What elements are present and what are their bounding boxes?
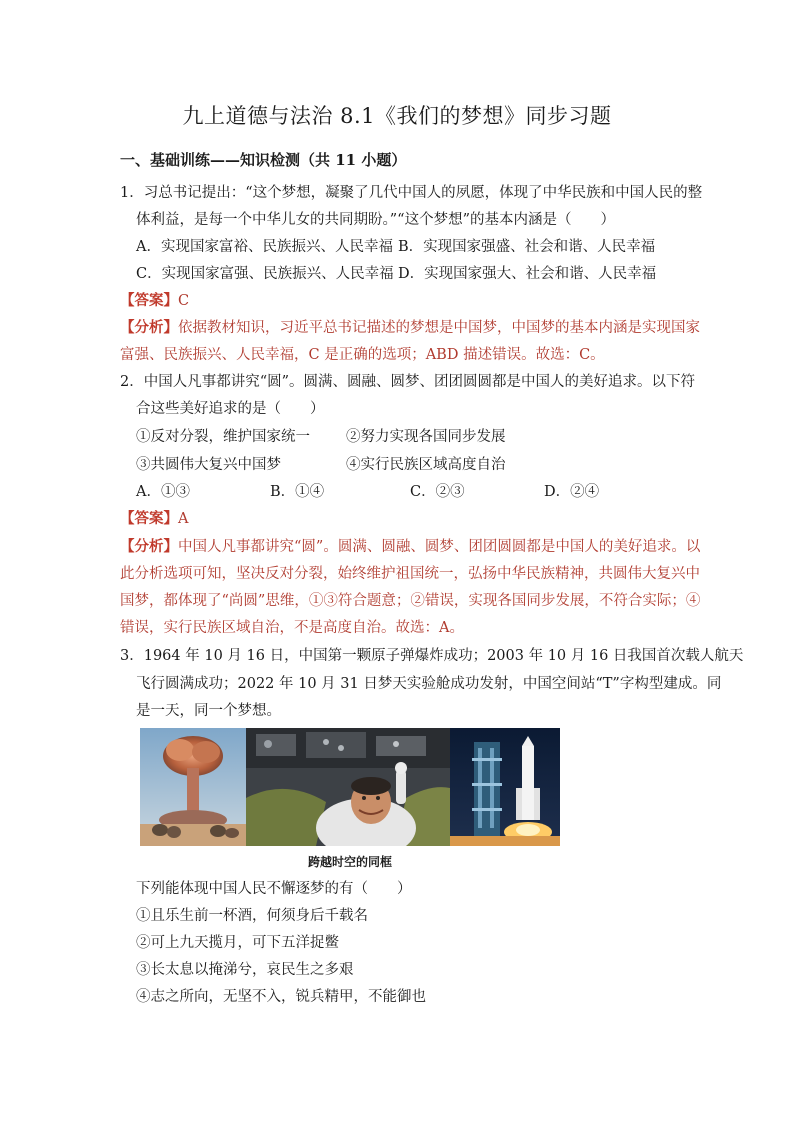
q2-option-a: A．①③: [136, 484, 190, 500]
analysis-tag: 【分析】: [120, 538, 178, 555]
page-title: 九上道德与法治 8.1《我们的梦想》同步习题: [182, 104, 612, 128]
answer-value: C: [178, 293, 190, 309]
analysis-text: 依据教材知识，习近平总书记描述的梦想是中国梦，中国梦的基本内涵是实现国家: [178, 320, 700, 336]
q3-prompt: 下列能体现中国人民不懈逐梦的有（ ）: [136, 881, 412, 897]
answer-tag: 【答案】: [120, 292, 178, 309]
q3-item-4: ④志之所向，无坚不入，锐兵精甲，不能御也: [136, 989, 426, 1005]
q2-item-4: ④实行民族区域高度自治: [346, 457, 506, 473]
q1-answer: [120, 291, 189, 311]
q1-option-b: B．实现国家强盛、社会和谐、人民幸福: [398, 239, 656, 255]
q1-stem-line2: 体利益，是每一个中华儿女的共同期盼。”“这个梦想”的基本内涵是（ ）: [136, 212, 615, 228]
q3-stem-line3: 是一天，同一个梦想。: [136, 703, 281, 719]
q2-item-3: ③共圆伟大复兴中国梦: [136, 457, 281, 473]
q2-item-2: ②努力实现各国同步发展: [346, 429, 506, 445]
q1-analysis-line2: 富强、民族振兴、人民幸福，C 是正确的选项；ABD 描述错误。故选：C。: [120, 347, 605, 363]
q2-option-c: C．②③: [410, 484, 465, 500]
q3-stem-line2: 飞行圆满成功；2022 年 10 月 31 日梦天实验舱成功发射，中国空间站“T”字构型建成。同: [136, 676, 722, 692]
q2-stem-line2: 合这些美好追求的是（ ）: [136, 401, 325, 417]
answer-value: A: [178, 511, 189, 527]
q1-option-c: C．实现国家富强、民族振兴、人民幸福: [136, 266, 394, 282]
q2-item-1: ①反对分裂，维护国家统一: [136, 429, 310, 445]
analysis-text: 中国人凡事都讲究“圆”。圆满、圆融、圆梦、团团圆圆都是中国人的美好追求。以: [178, 539, 701, 555]
q3-item-1: ①且乐生前一杯酒，何须身后千载名: [136, 908, 368, 924]
section-heading: 一、基础训练——知识检测（共 11 小题）: [120, 151, 407, 169]
q2-analysis-line4: 错误，实行民族区域自治，不是高度自治。故选：A。: [120, 620, 464, 636]
rocket-launch-photo: [450, 728, 560, 846]
q3-item-3: ③长太息以掩涕兮，哀民生之多艰: [136, 962, 354, 978]
q1-stem-line1: 1．习总书记提出：“这个梦想，凝聚了几代中国人的夙愿，体现了中华民族和中国人民的整: [120, 185, 703, 201]
q2-analysis-line2: 此分析选项可知，坚决反对分裂，始终维护祖国统一，弘扬中华民族精神，共圆伟大复兴中: [120, 566, 700, 582]
q2-analysis-line1: [120, 537, 700, 557]
q2-stem-line1: 2．中国人凡事都讲究“圆”。圆满、圆融、圆梦、团团圆圆都是中国人的美好追求。以下符: [120, 374, 696, 390]
analysis-tag: 【分析】: [120, 319, 178, 336]
q1-option-d: D．实现国家强大、社会和谐、人民幸福: [398, 266, 657, 282]
q2-answer: [120, 509, 188, 529]
answer-tag: 【答案】: [120, 510, 178, 527]
q2-option-d: D．②④: [544, 484, 600, 500]
image-caption: 跨越时空的同框: [307, 855, 392, 869]
q1-option-a: A．实现国家富裕、民族振兴、人民幸福: [136, 239, 393, 255]
mushroom-cloud-photo: [140, 728, 246, 846]
q3-item-2: ②可上九天揽月，可下五洋捉鳖: [136, 935, 339, 951]
q2-option-b: B．①④: [270, 484, 325, 500]
q1-analysis-line1: [120, 318, 700, 338]
q3-stem-line1: 3．1964 年 10 月 16 日，中国第一颗原子弹爆炸成功；2003 年 10 月 16 日我国首次载人航天: [120, 648, 744, 664]
astronaut-photo: [246, 728, 450, 846]
q2-analysis-line3: 国梦，都体现了“尚圆”思维，①③符合题意；②错误，实现各国同步发展，不符合实际；④: [120, 593, 701, 609]
